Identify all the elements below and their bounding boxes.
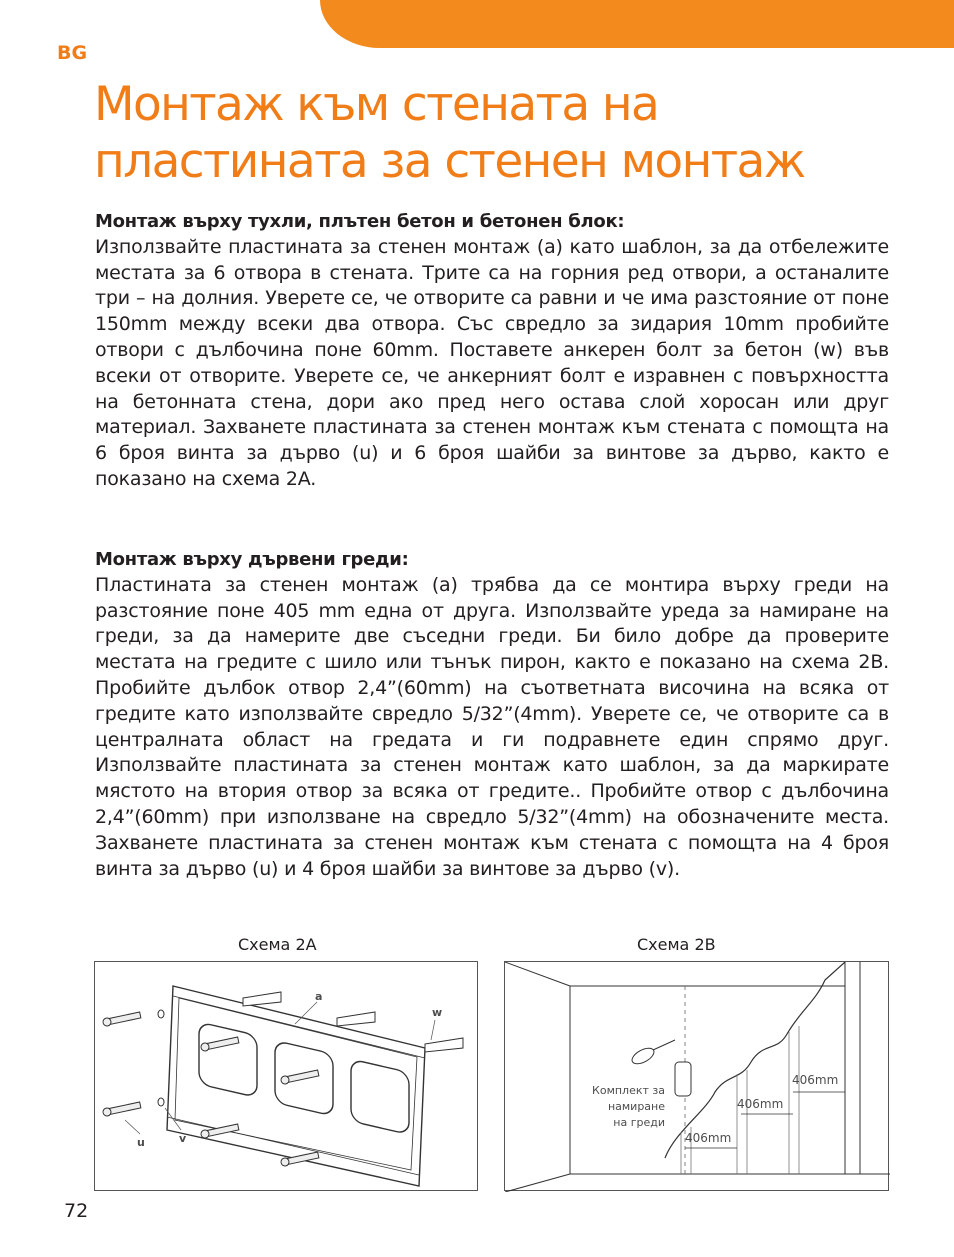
label-u: u: [137, 1136, 145, 1149]
drywall-edge: [665, 962, 845, 1158]
distance-label-2: 406mm: [737, 1097, 784, 1111]
stud-finder-label-1: Комплект за: [592, 1084, 665, 1097]
page-title: [94, 76, 914, 190]
section-wood-body: Пластината за стенен монтаж (a) трябва да се монтира върху греди на разстояние поне 405 mm една от друга. Използвайте уреда за намиране на греди, за да намерите две съседни греди. Би било добре да проверите местата на гредите с шило или тънък пирон, както е показано на схема 2B. Пробийте дълбок отвор 2,4”(60mm) на съответната височина на всяка от гредите като използвайте свредло 5/32”(4mm). Уверете се, че отворите са в централната област на гредата и ги подравнете един спрямо друг. Използвайте пластината за стенен монтаж като шаблон, за да маркирате мястото на втория отвор за всяка от гредите.. Пробийте отвор с дълбочина 2,4”(60mm) при използване на свредло 5/32”(4mm) на обозначените места. Захванете пластината за стенен монтаж към стената с помощта на 4 броя винта за дърво (u) и 4 броя шайби за винтове за дърво (v).: [95, 573, 889, 880]
label-v: v: [179, 1132, 187, 1145]
stud-finder-label-2: намиране: [607, 1100, 665, 1113]
page-title-line-2: пластината за стенен монтаж: [94, 134, 805, 189]
label-a: a: [315, 990, 323, 1003]
section-masonry: [95, 209, 889, 493]
distance-label-3: 406mm: [792, 1073, 839, 1087]
section-masonry-heading: Монтаж върху тухли, плътен бетон и бетонен блок:: [95, 211, 625, 232]
page-title-line-1: Монтаж към стената на: [94, 77, 659, 132]
figure-a-caption: Схема 2A: [238, 935, 317, 954]
label-w: w: [432, 1006, 443, 1019]
figure-a: [94, 961, 478, 1191]
section-masonry-body: Използвайте пластината за стенен монтаж (a) като шаблон, за да отбележите местата за 6 отвора в стената. Трите са на горния ред отвори, а останалите три – на долния. Уверете се, че отворите са равни и че има разстояние от поне 150mm между всеки два отвора. Със свредло за зидария 10mm пробийте отвори с дълбочина поне 60mm. Поставете анкерен болт за бетон (w) във всеки от отворите. Уверете се, че анкерният болт е изравнен с повърхността на бетонната стена, дори ако пред него остава слой хоросан или друг материал. Захванете пластината за стенен монтаж към стената с помощта на 6 броя винта за дърво (u) и 6 броя шайби за винтове за дърво, както е показано на схема 2A.: [95, 235, 889, 490]
wall-plate-illustration: [95, 962, 479, 1192]
header-accent-bar: [320, 0, 954, 48]
stud-finder-icon: [675, 1062, 691, 1096]
figure-b: [504, 961, 889, 1191]
page-number: 72: [64, 1200, 89, 1222]
figure-b-caption: Схема 2B: [637, 935, 716, 954]
stud-wall-illustration: [505, 962, 890, 1192]
language-label: BG: [57, 42, 88, 64]
section-wood-heading: Монтаж върху дървени греди:: [95, 549, 409, 570]
washers: [158, 1010, 164, 1106]
distance-label-1: 406mm: [685, 1131, 732, 1145]
stud-finder-label-3: на греди: [613, 1116, 665, 1129]
wall-plate: [167, 986, 425, 1186]
section-wood: [95, 547, 889, 882]
awl-icon: [630, 1040, 675, 1067]
